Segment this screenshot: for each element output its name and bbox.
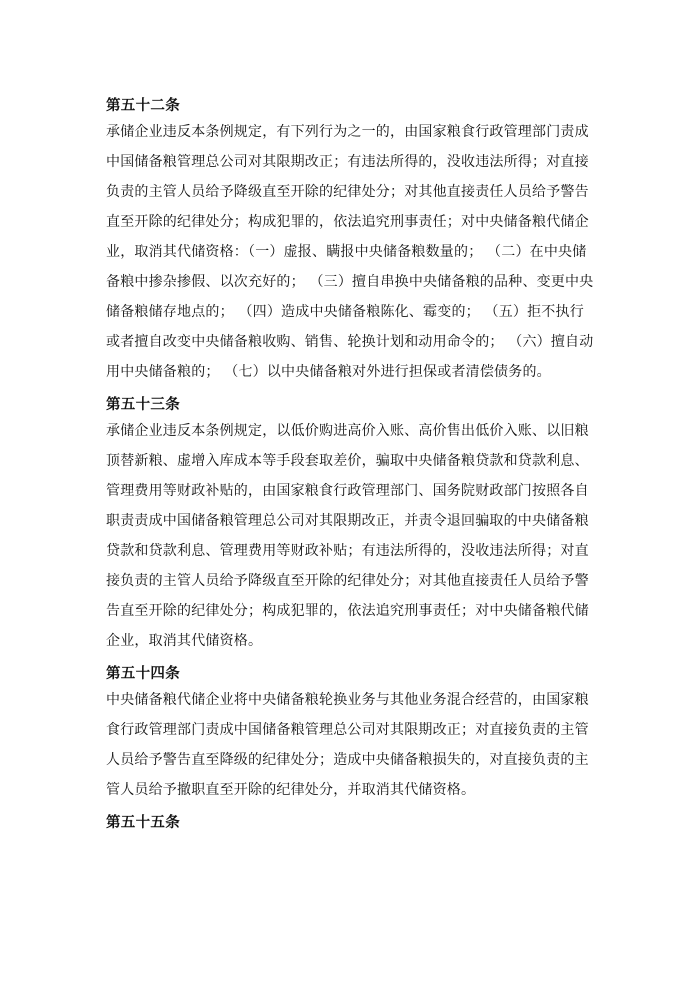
text-line: 承储企业违反本条例规定，有下列行为之一的，由国家粮食行政管理部门责成: [106, 124, 589, 140]
text-line: 中国储备粮管理总公司对其限期改正；有违法所得的，没收违法所得；对直接: [106, 154, 589, 170]
article-heading: 第五十四条: [106, 666, 180, 682]
text-line: 或者擅自改变中央储备粮收购、销售、轮换计划和动用命令的； （六）擅自动: [106, 334, 594, 350]
article-52: [106, 94, 596, 393]
article-heading: 第五十三条: [106, 397, 180, 413]
article-heading: 第五十五条: [106, 815, 180, 831]
text-line: 食行政管理部门责成中国储备粮管理总公司对其限期改正；对直接负责的主管: [106, 722, 589, 738]
document-body: [106, 94, 596, 840]
text-line: 企业，取消其代储资格。: [106, 633, 263, 649]
text-line: 管人员给予撤职直至开除的纪律处分，并取消其代储资格。: [106, 782, 476, 798]
text-line: 职责责成中国储备粮管理总公司对其限期改正，并责令退回骗取的中央储备粮: [106, 513, 589, 529]
text-line: 贷款和贷款利息、管理费用等财政补贴；有违法所得的，没收违法所得；对直: [106, 543, 589, 559]
article-53: [106, 393, 596, 662]
text-line: 负责的主管人员给予降级直至开除的纪律处分；对其他直接责任人员给予警告: [106, 184, 589, 200]
text-line: 接负责的主管人员给予降级直至开除的纪律处分；对其他直接责任人员给予警: [106, 573, 589, 589]
text-line: 直至开除的纪律处分；构成犯罪的，依法追究刑事责任；对中央储备粮代储企: [106, 214, 589, 230]
text-line: 中央储备粮代储企业将中央储备粮轮换业务与其他业务混合经营的，由国家粮: [106, 692, 589, 708]
text-line: 承储企业违反本条例规定，以低价购进高价入账、高价售出低价入账、以旧粮: [106, 423, 589, 439]
text-line: 人员给予警告直至降级的纪律处分；造成中央储备粮损失的，对直接负责的主: [106, 752, 589, 768]
article-heading: 第五十二条: [106, 98, 180, 114]
article-55: [106, 811, 596, 835]
article-54: [106, 662, 596, 811]
text-line: 业，取消其代储资格：（一）虚报、瞒报中央储备粮数量的； （二）在中央储: [106, 244, 587, 260]
text-line: 用中央储备粮的； （七）以中央储备粮对外进行担保或者清偿债务的。: [106, 364, 551, 380]
text-line: 备粮中掺杂掺假、以次充好的； （三）擅自串换中央储备粮的品种、变更中央: [106, 274, 594, 290]
text-line: 顶替新粮、虚增入库成本等手段套取差价，骗取中央储备粮贷款和贷款利息、: [106, 453, 589, 469]
text-line: 管理费用等财政补贴的，由国家粮食行政管理部门、国务院财政部门按照各自: [106, 483, 589, 499]
text-line: 告直至开除的纪律处分；构成犯罪的，依法追究刑事责任；对中央储备粮代储: [106, 603, 589, 619]
text-line: 储备粮储存地点的； （四）造成中央储备粮陈化、霉变的； （五）拒不执行: [106, 304, 584, 320]
